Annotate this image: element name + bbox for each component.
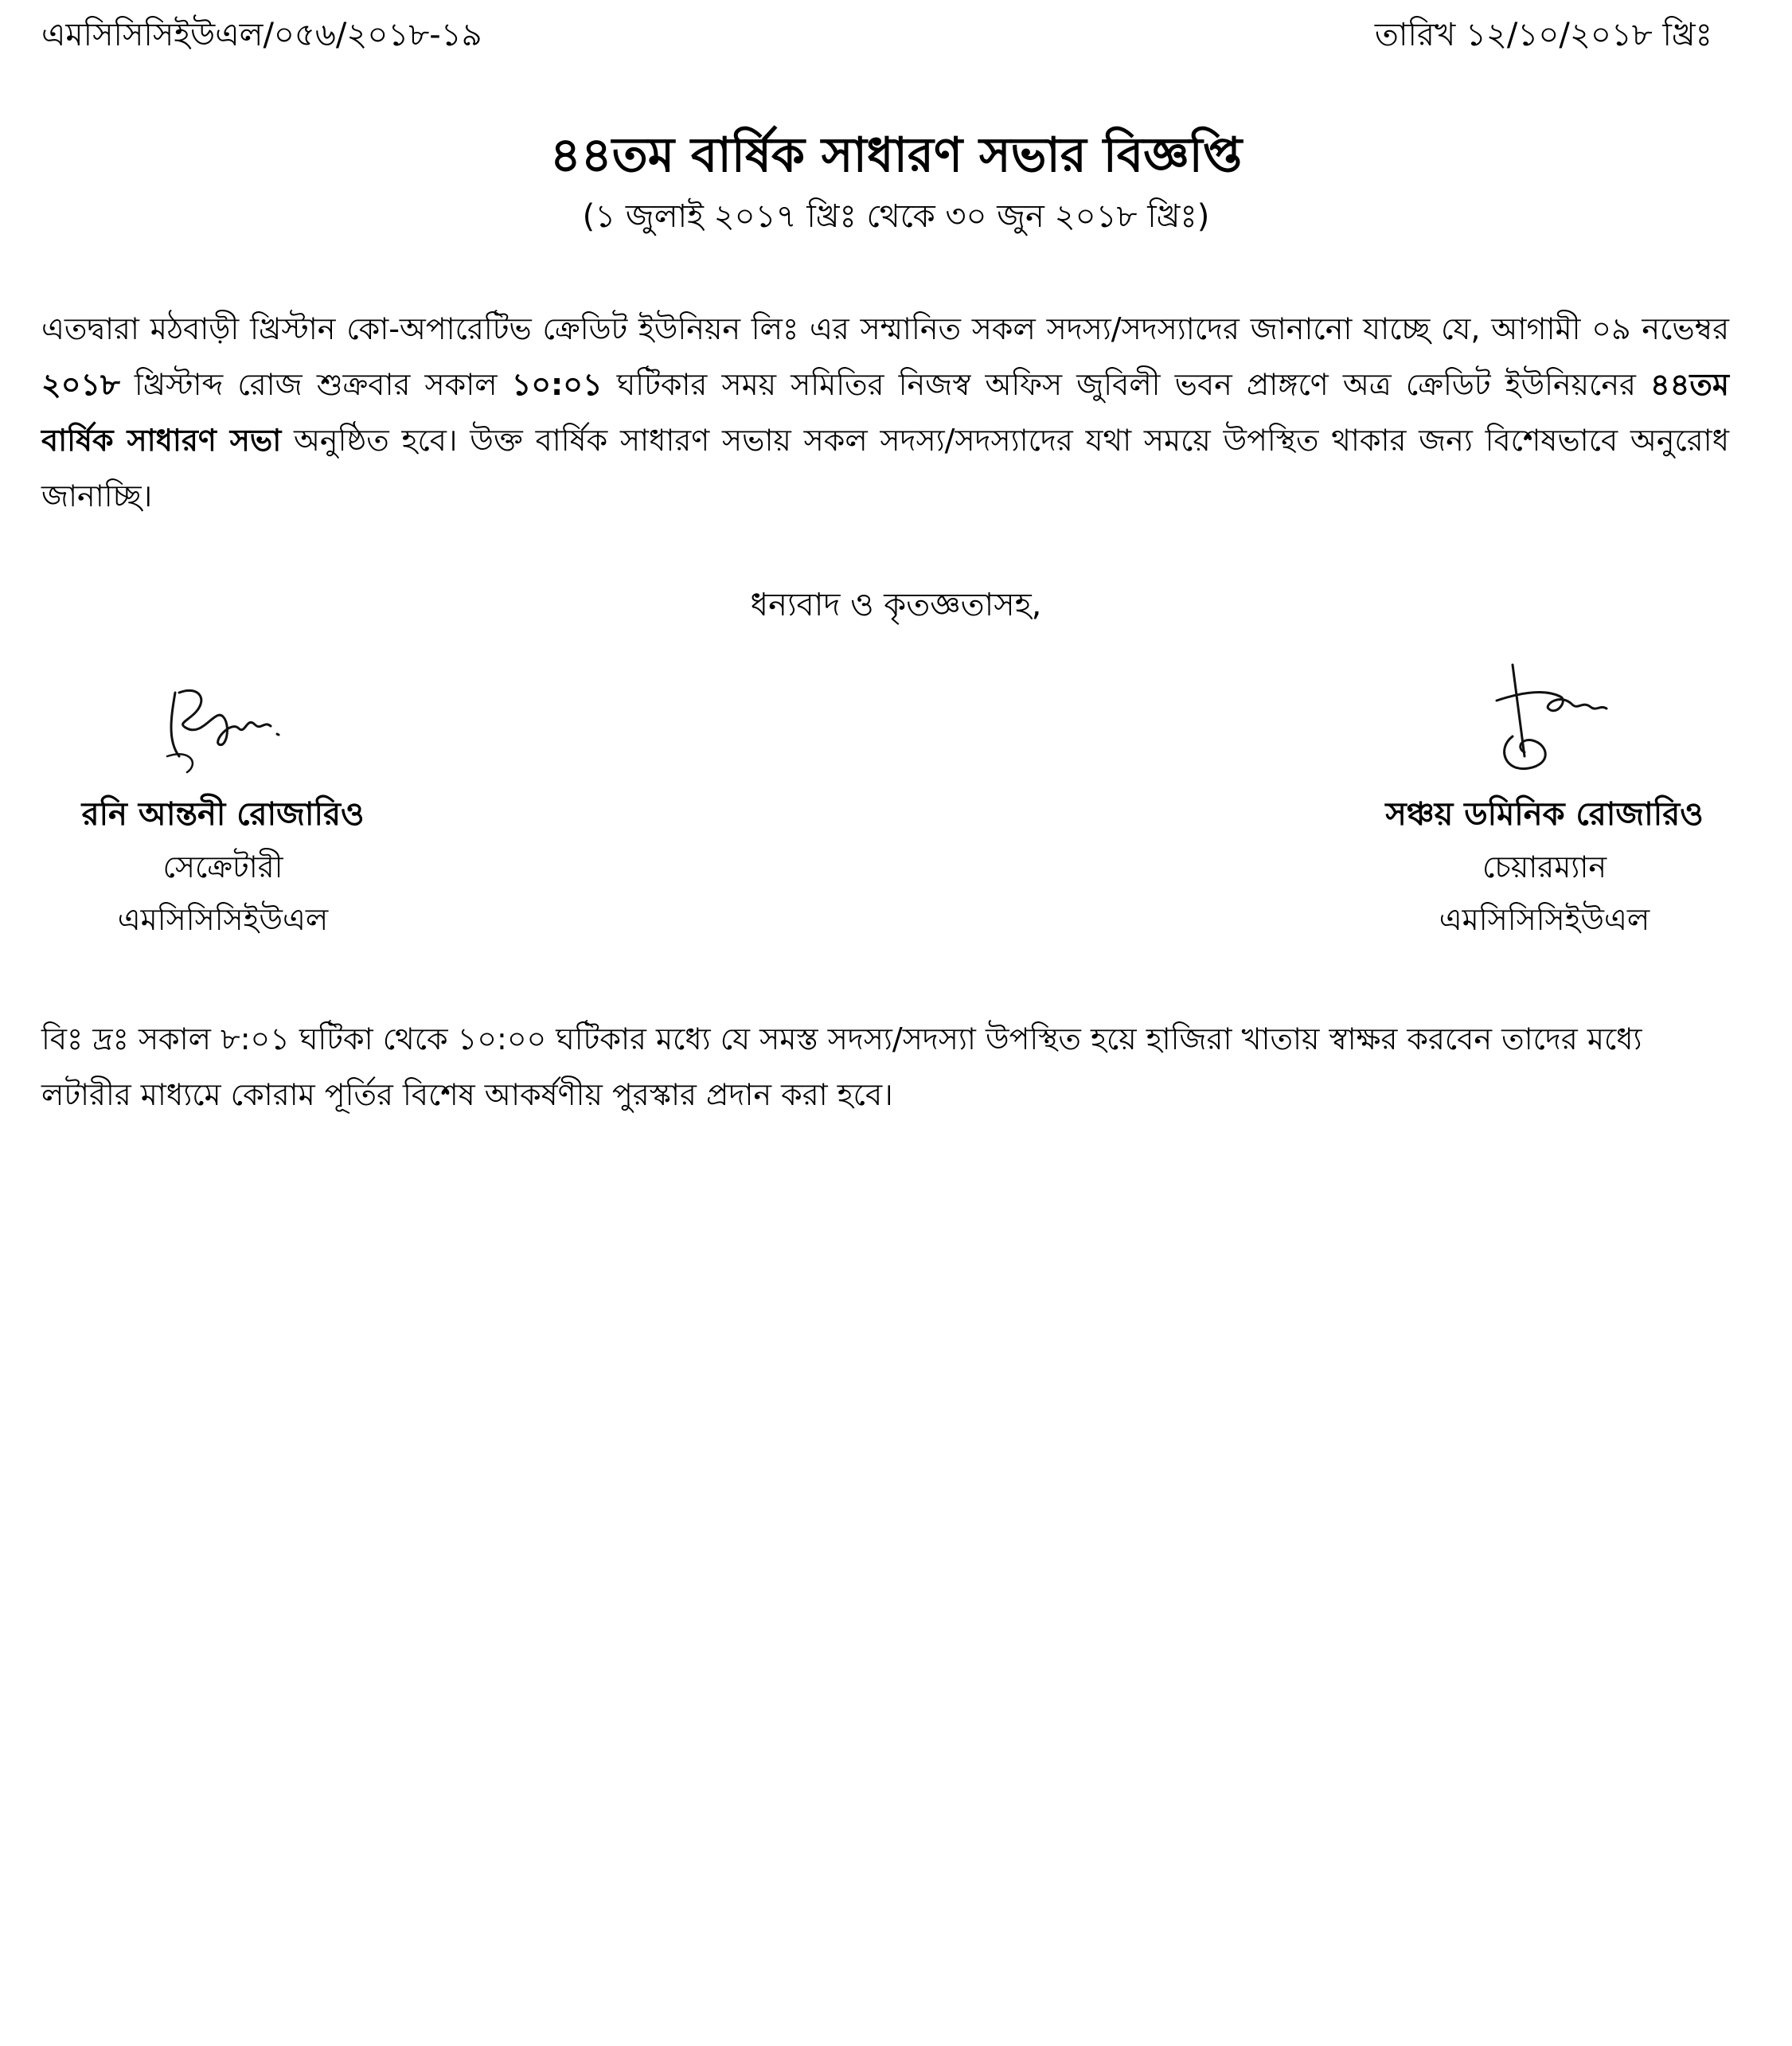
chairman-role: চেয়ারম্যান <box>1482 849 1607 884</box>
notice-body <box>41 301 1729 524</box>
signatory-chairman <box>1322 661 1767 946</box>
chairman-org: এমসিসিসিইউএল <box>1439 902 1650 937</box>
secretary-role: সেক্রেটারী <box>162 849 283 884</box>
footnote: বিঃ দ্রঃ সকাল ৮:০১ ঘটিকা থেকে ১০:০০ ঘটিকার মধ্যে যে সমস্ত সদস্য/সদস্যা উপস্থিত হয়ে হাজিরা খাতায় স্বাক্ষর করবেন তাদের মধ্যে লটারীর মাধ্যমে কোরাম পূর্তির বিশেষ আকর্ষণীয় পুরস্কার প্রদান করা হবে। <box>41 1021 1642 1112</box>
period-subtitle: (১ জুলাই ২০১৭ খ্রিঃ থেকে ৩০ জুন ২০১৮ খ্রিঃ) <box>582 198 1210 235</box>
body-text-1: এতদ্বারা মঠবাড়ী খ্রিস্টান কো-অপারেটিভ ক্রেডিট ইউনিয়ন লিঃ এর সম্মানিত সকল সদস্য/সদস্যাদের জানানো যাচ্ছে যে, আগামী ০৯ নভেম্বর <box>41 311 1729 346</box>
body-year: ২০১৮ <box>41 367 120 402</box>
body-text-3: ঘটিকার সময় সমিতির নিজস্ব অফিস জুবিলী ভবন প্রাঙ্গণে অত্র ক্রেডিট ইউনিয়নের <box>602 367 1651 402</box>
signature-chairman <box>1465 661 1624 780</box>
secretary-name: রনি আন্তনী রোজারিও <box>81 796 365 833</box>
chairman-name: সঞ্চয় ডমিনিক রোজারিও <box>1385 796 1704 833</box>
closing-line: ধন্যবাদ ও কৃতজ্ঞতাসহ, <box>750 587 1042 623</box>
body-text-4: অনুষ্ঠিত হবে। উক্ত বার্ষিক সাধারণ সভায় সকল সদস্য/সদস্যাদের যথা সময়ে উপস্থিত থাকার জন্য বিশেষভাবে অনুরোধ জানাচ্ছি। <box>41 423 1729 513</box>
reference-number: এমসিসিসিইউএল/০৫৬/২০১৮-১৯ <box>41 17 482 53</box>
secretary-org: এমসিসিসিইউএল <box>117 902 329 937</box>
page-title: ৪৪তম বার্ষিক সাধারণ সভার বিজ্ঞপ্তি <box>549 127 1243 183</box>
signatory-secretary <box>0 661 446 946</box>
body-meeting-name: ৪৪তম বার্ষিক সাধারণ সভা <box>41 367 1729 458</box>
issue-date: তারিখ ১২/১০/২০১৮ খ্রিঃ <box>1374 17 1712 53</box>
signature-secretary <box>143 661 303 780</box>
body-time: ১০:০১ <box>511 367 603 402</box>
body-text-2: খ্রিস্টাব্দ রোজ শুক্রবার সকাল <box>119 367 512 402</box>
